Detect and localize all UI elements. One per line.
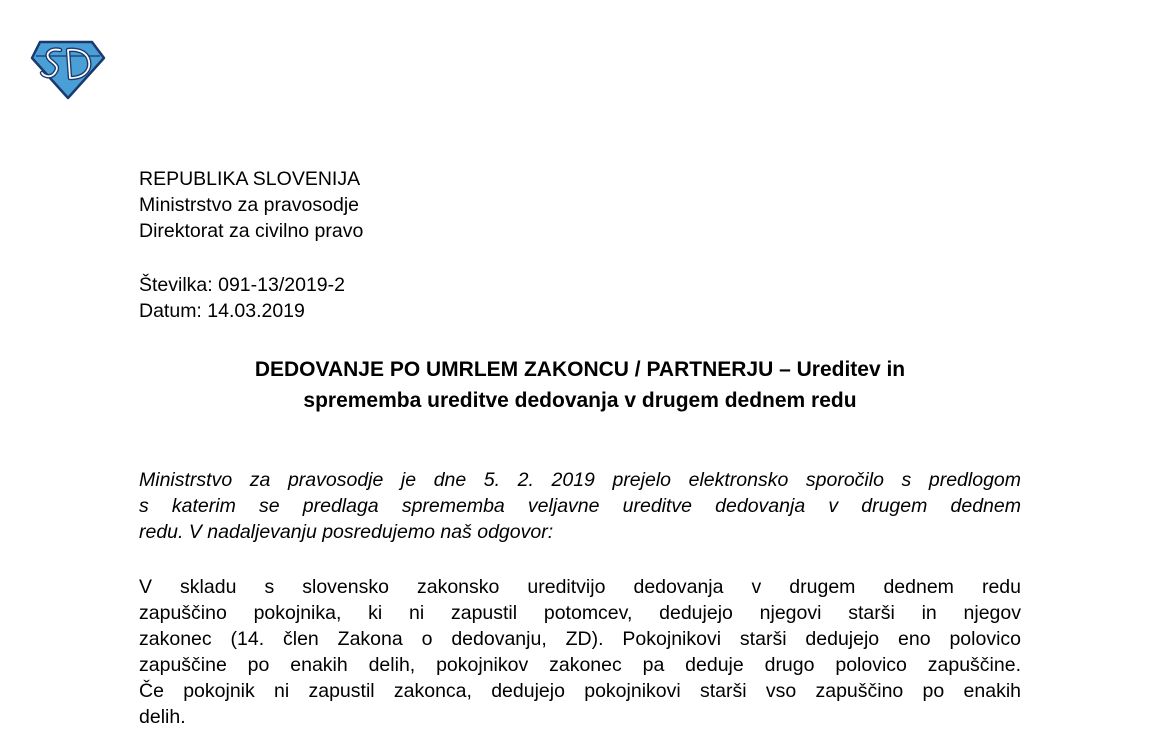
- paragraph-line: zapuščine po enakih delih, pokojnikov zakonec pa deduje drugo polovico zapuščine.: [139, 654, 1021, 676]
- ministry-name: Ministrstvo za pravosodje: [139, 194, 360, 216]
- paragraph-line: zakonec (14. člen Zakona o dedovanju, ZD). Pokojnikovi starši dedujejo eno polovico: [139, 628, 1021, 650]
- sender-block: [139, 166, 363, 244]
- document-meta: [139, 272, 345, 324]
- directorate-name: Direktorat za civilno pravo: [139, 220, 364, 242]
- body-paragraph: [139, 574, 1021, 730]
- document-number: Številka: 091-13/2019-2: [139, 274, 345, 296]
- title-line: DEDOVANJE PO UMRLEM ZAKONCU / PARTNERJU – Ureditev in: [254, 358, 906, 381]
- paragraph-line: redu. V nadaljevanju posredujemo naš odgovor:: [139, 521, 554, 543]
- paragraph-line: Ministrstvo za pravosodje je dne 5. 2. 2019 prejelo elektronsko sporočilo s predlogom: [139, 469, 1021, 491]
- paragraph-line: Če pokojnik ni zapustil zakonca, dedujejo pokojnikovi starši vso zapuščino po enakih: [139, 680, 1021, 702]
- document-date: Datum: 14.03.2019: [139, 300, 305, 322]
- paragraph-line: zapuščino pokojnika, ki ni zapustil potomcev, dedujejo njegovi starši in njegov: [139, 602, 1021, 624]
- paragraph-line: delih.: [139, 706, 186, 728]
- paragraph-line: s katerim se predlaga sprememba veljavne ureditve dedovanja v drugem dednem: [139, 495, 1021, 517]
- ministry-logo: [30, 40, 106, 102]
- country-name: REPUBLIKA SLOVENIJA: [139, 168, 361, 190]
- intro-paragraph: [139, 467, 1021, 545]
- paragraph-line: V skladu s slovensko zakonsko ureditvijo dedovanja v drugem dednem redu: [139, 576, 1021, 598]
- title-line: sprememba ureditve dedovanja v drugem dednem redu: [303, 389, 857, 412]
- document-title: [139, 354, 1021, 416]
